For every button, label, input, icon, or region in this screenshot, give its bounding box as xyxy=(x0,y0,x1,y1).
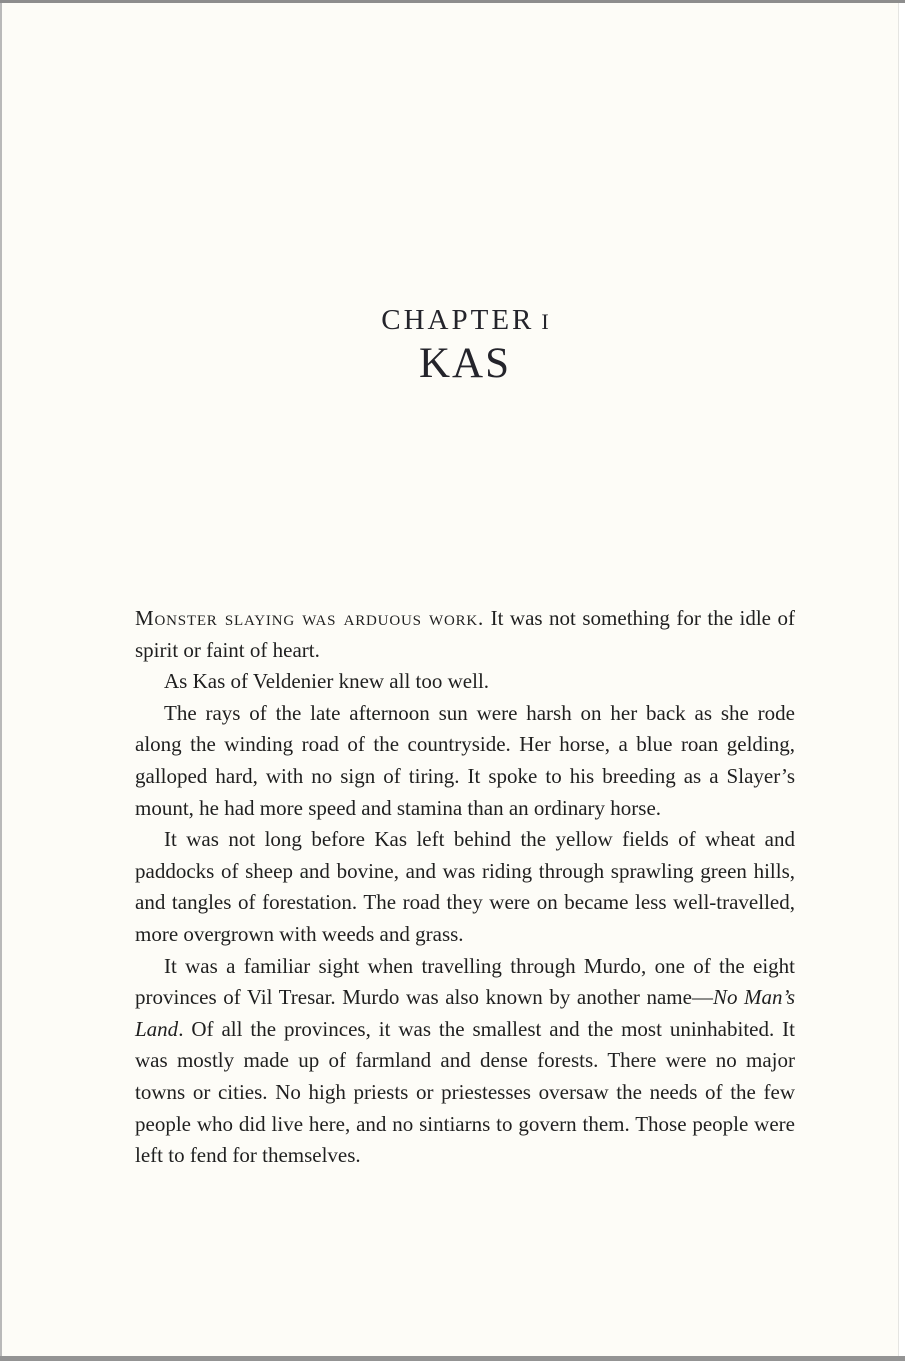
chapter-heading xyxy=(135,305,795,385)
chapter-title: KAS xyxy=(418,339,512,387)
paragraph xyxy=(135,666,795,698)
text-run: It was not long before Kas left behind the yellow fields of wheat and paddocks of sheep and bovine, and was riding through sprawling green hills, and tangles of forestation. The road they were on became less well-travelled, more overgrown with weeds and grass. xyxy=(135,827,795,946)
italic-phrase: No Man’s Land xyxy=(135,985,795,1041)
body-text xyxy=(135,603,795,1172)
text-run: It was not something for the idle of spirit or faint of heart. xyxy=(135,606,795,662)
page-right-edge xyxy=(898,3,905,1356)
text-run: It was a familiar sight when travelling through Murdo, one of the eight provinces of Vil Tresar. Murdo was also known by another name— xyxy=(135,953,795,1010)
text-run: . Of all the provinces, it was the smallest and the most uninhabited. It was mostly made up of farmland and dense forests. There were no major towns or cities. No high priests or priestesses oversaw the needs of the few people who did live here, and no sintiarns to govern them. Those people were left to fend for themselves. xyxy=(135,1016,795,1168)
paragraph xyxy=(135,603,795,666)
book-page[interactable] xyxy=(2,3,897,1356)
paragraph xyxy=(135,698,795,824)
text-run: As Kas of Veldenier knew all too well. xyxy=(164,669,490,694)
smallcaps-lead-in: Monster slaying was arduous work. xyxy=(135,606,485,630)
chapter-number-line xyxy=(135,305,795,337)
chapter-word: CHAPTER xyxy=(381,304,535,336)
window-bottom-edge xyxy=(0,1356,905,1361)
text-run: The rays of the late afternoon sun were harsh on her back as she rode along the winding road of the countryside. Her horse, a blue roan gelding, galloped hard, with no sign of tiring. It spoke to his breeding as a Slayer’s mount, he had more speed and stamina than an ordinary horse. xyxy=(135,700,795,820)
paragraph xyxy=(135,824,795,950)
paragraph xyxy=(135,951,795,1172)
chapter-numeral: I xyxy=(541,309,549,334)
